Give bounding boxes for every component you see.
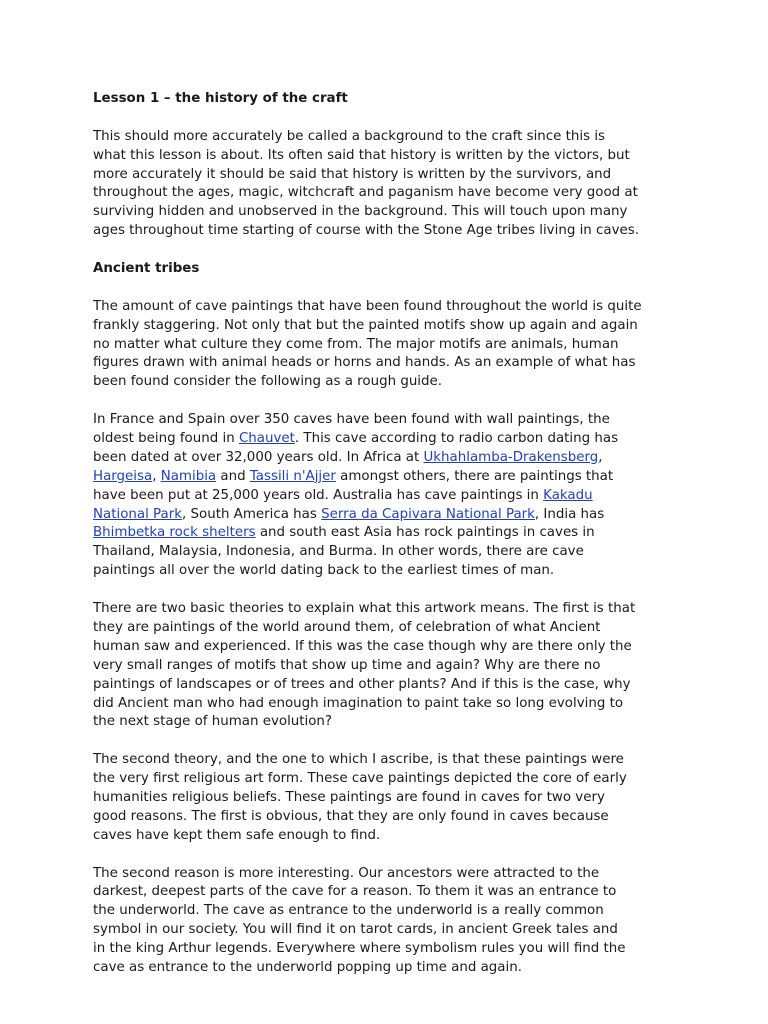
text-line: in the king Arthur legends. Everywhere where symbolism rules you will find the xyxy=(93,941,626,957)
document-page xyxy=(93,90,693,978)
text-span: amongst others, there are paintings that xyxy=(335,468,614,484)
intro-paragraph xyxy=(93,128,693,241)
text-span: Thailand, Malaysia, Indonesia, and Burma. In other words, there are cave xyxy=(93,544,584,560)
text-line: caves have kept them safe enough to find. xyxy=(93,827,381,843)
text-span: been dated at over 32,000 years old. In Africa at xyxy=(93,449,424,465)
text-span: , xyxy=(152,468,161,484)
text-line: good reasons. The first is obvious, that they are only found in caves because xyxy=(93,808,609,824)
text-line: humanities religious beliefs. These paintings are found in caves for two very xyxy=(93,789,605,805)
text-line: surviving hidden and unobserved in the background. This will touch upon many xyxy=(93,204,628,220)
text-line: they are paintings of the world around them, of celebration of what Ancient xyxy=(93,619,601,635)
text-line: cave as entrance to the underworld popping up time and again. xyxy=(93,959,522,975)
link-serra-da-capivara[interactable]: Serra da Capivara National Park xyxy=(321,506,535,522)
text-line: the next stage of human evolution? xyxy=(93,714,333,730)
section-heading: Ancient tribes xyxy=(93,261,200,277)
text-line: did Ancient man who had enough imagination to paint take so long evolving to xyxy=(93,695,624,711)
text-span: , xyxy=(598,449,603,465)
link-hargeisa[interactable]: Hargeisa xyxy=(93,468,153,484)
link-kakadu-national-park[interactable]: Kakadu xyxy=(543,487,593,503)
spacer xyxy=(93,846,693,865)
text-span: , South America has xyxy=(182,506,322,522)
text-line: frankly staggering. Not only that but the painted motifs show up again and again xyxy=(93,317,638,333)
text-line xyxy=(93,562,693,581)
text-line: been found consider the following as a rough guide. xyxy=(93,374,443,390)
spacer xyxy=(93,581,693,600)
text-line xyxy=(93,487,693,506)
second-theory-paragraph xyxy=(93,751,693,845)
text-line: The second theory, and the one to which I ascribe, is that these paintings were xyxy=(93,752,624,768)
text-line: The amount of cave paintings that have been found throughout the world is quite xyxy=(93,298,642,314)
link-bhimbetka-rock-shelters[interactable]: Bhimbetka rock shelters xyxy=(93,525,256,541)
text-line: paintings of landscapes or of trees and other plants? And if this is the case, why xyxy=(93,676,631,692)
theories-paragraph xyxy=(93,600,693,732)
locations-paragraph xyxy=(93,411,693,581)
text-line: throughout the ages, magic, witchcraft and paganism have become very good at xyxy=(93,185,638,201)
text-line: The second reason is more interesting. Our ancestors were attracted to the xyxy=(93,865,600,881)
link-tassili-najjer[interactable]: Tassili n'Ajjer xyxy=(249,468,336,484)
lesson-title: Lesson 1 – the history of the craft xyxy=(93,91,348,106)
text-line: more accurately it should be said that history is written by the survivors, and xyxy=(93,166,612,182)
link-ukhahlamba-drakensberg[interactable]: Ukhahlamba-Drakensberg xyxy=(423,449,599,465)
text-line xyxy=(93,506,693,525)
text-span: . This cave according to radio carbon dating has xyxy=(294,431,619,447)
text-line: darkest, deepest parts of the cave for a reason. To them it was an entrance to xyxy=(93,884,617,900)
text-line: the underworld. The cave as entrance to the underworld is a really common xyxy=(93,903,604,919)
link-chauvet[interactable]: Chauvet xyxy=(238,431,295,447)
link-namibia[interactable]: Namibia xyxy=(160,468,217,484)
text-line: figures drawn with animal heads or horns and hands. As an example of what has xyxy=(93,355,636,371)
text-line xyxy=(93,411,693,430)
spacer xyxy=(93,241,693,260)
text-span: and xyxy=(216,468,250,484)
text-line xyxy=(93,430,693,449)
text-span: have been put at 25,000 years old. Australia has cave paintings in xyxy=(93,487,544,503)
text-line: very small ranges of motifs that show up time and again? Why are there no xyxy=(93,657,601,673)
link-kakadu-national-park-cont[interactable]: National Park xyxy=(93,506,182,522)
text-span: oldest being found in xyxy=(93,431,239,447)
spacer xyxy=(93,732,693,751)
text-span: , India has xyxy=(534,506,605,522)
text-span: In France and Spain over 350 caves have been found with wall paintings, the xyxy=(93,412,610,428)
text-line: ages throughout time starting of course with the Stone Age tribes living in caves. xyxy=(93,223,640,239)
text-span: paintings all over the world dating back to the earliest times of man. xyxy=(93,563,555,579)
text-line xyxy=(93,543,693,562)
cave-paintings-paragraph xyxy=(93,298,693,392)
spacer xyxy=(93,109,693,128)
text-line: what this lesson is about. Its often said that history is written by the victors, but xyxy=(93,147,630,163)
text-line xyxy=(93,468,693,487)
text-line: no matter what culture they come from. The major motifs are animals, human xyxy=(93,336,619,352)
text-line: human saw and experienced. If this was the case though why are there only the xyxy=(93,638,632,654)
spacer xyxy=(93,392,693,411)
text-line: This should more accurately be called a background to the craft since this is xyxy=(93,128,606,144)
text-span: and south east Asia has rock paintings in caves in xyxy=(255,525,595,541)
text-line xyxy=(93,524,693,543)
text-line: the very first religious art form. These cave paintings depicted the core of early xyxy=(93,771,627,787)
text-line: There are two basic theories to explain what this artwork means. The first is that xyxy=(93,601,636,617)
text-line: symbol in our society. You will find it on tarot cards, in ancient Greek tales and xyxy=(93,922,618,938)
text-line xyxy=(93,449,693,468)
second-reason-paragraph xyxy=(93,865,693,978)
spacer xyxy=(93,279,693,298)
